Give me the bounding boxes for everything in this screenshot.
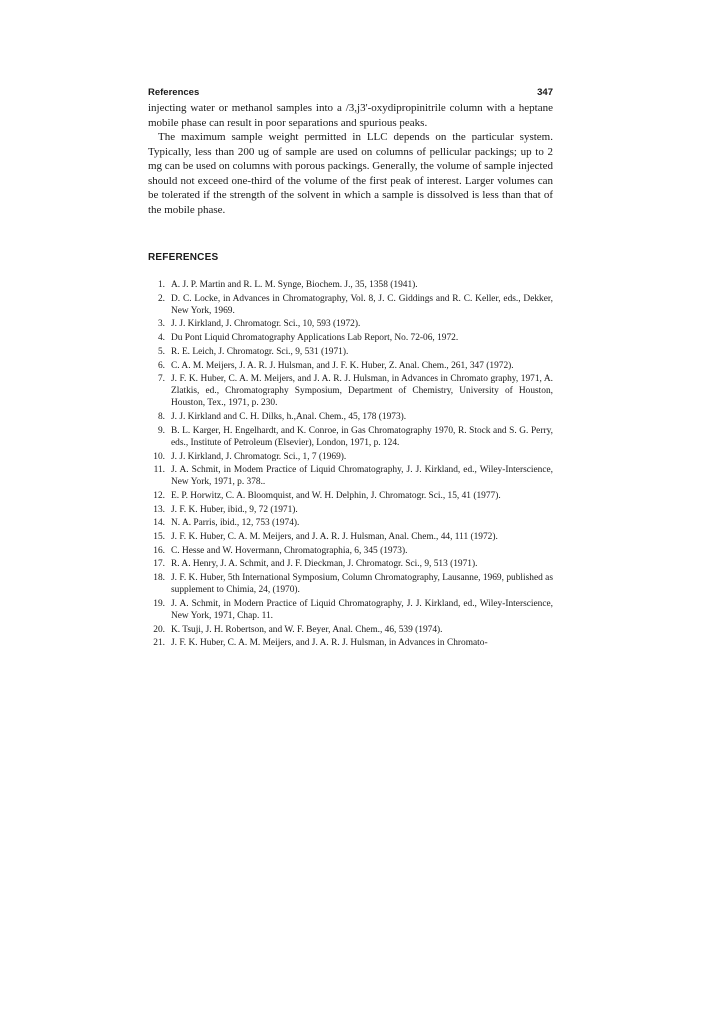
reference-number: 16. [153, 545, 165, 556]
reference-item [148, 531, 553, 543]
reference-item [148, 346, 553, 358]
reference-number: 6. [157, 360, 165, 371]
reference-item [148, 545, 553, 557]
reference-text: J. F. K. Huber, ibid., 9, 72 (1971). [171, 504, 298, 515]
reference-text: D. C. Locke, in Advances in Chromatography, Vol. 8, J. C. Giddings and R. C. Keller, eds., Dekker, New York, 1969. [171, 293, 553, 316]
reference-item [148, 318, 553, 330]
reference-number: 17. [153, 559, 165, 570]
reference-item [148, 517, 553, 529]
reference-text: J. F. K. Huber, C. A. M. Meijers, and J. A. R. J. Hulsman, in Advances in Chromato graphy, 1971, A. Zlatkis, ed., Chromatography Symposium, Department of Chemistry, University of Houston, Houston, Tex., 1971, p. 230. [171, 374, 553, 409]
reference-text: J. F. K. Huber, C. A. M. Meijers, and J. A. R. J. Hulsman, Anal. Chem., 44, 111 (1972). [171, 532, 498, 543]
reference-item [148, 490, 553, 502]
reference-text: J. J. Kirkland, J. Chromatogr. Sci., 1, 7 (1969). [171, 451, 347, 462]
reference-number: 15. [153, 532, 165, 543]
reference-item [148, 279, 553, 291]
reference-number: 21. [153, 638, 165, 649]
section-heading: REFERENCES [148, 252, 219, 263]
reference-text: Du Pont Liquid Chromatography Applications Lab Report, No. 72-06, 1972. [171, 333, 459, 344]
reference-number: 8. [157, 412, 165, 423]
reference-number: 9. [157, 425, 165, 436]
reference-item [148, 572, 553, 596]
paragraph: The maximum sample weight permitted in LLC depends on the particular system. Typically, less than 200 ug of sample are used on columns of pellicular packings; up to 2 mg can be used on columns with porous packings. Generally, the volume of sample injected should not exceed one-third of the volume of the first peak of interest. Larger volumes can be tolerated if the strength of the solvent in which a sample is dissolved is less than that of the mobile phase. [148, 131, 553, 216]
reference-number: 13. [153, 504, 165, 515]
body-text [148, 101, 553, 217]
reference-number: 18. [153, 573, 165, 584]
reference-text: J. F. K. Huber, 5th International Symposium, Column Chromatography, Lausanne, 1969, published as supplement to Chimia, 24, (1970). [171, 573, 553, 596]
reference-text: C. Hesse and W. Hovermann, Chromatographia, 6, 345 (1973). [171, 545, 408, 556]
reference-text: J. F. K. Huber, C. A. M. Meijers, and J. A. R. J. Hulsman, in Advances in Chromato- [171, 638, 488, 649]
reference-number: 19. [153, 598, 165, 609]
reference-number: 11. [153, 465, 165, 476]
reference-number: 3. [157, 319, 165, 330]
reference-text: J. J. Kirkland and C. H. Dilks, h.,Anal. Chem., 45, 178 (1973). [171, 412, 407, 423]
reference-item [148, 598, 553, 622]
reference-list [148, 279, 553, 650]
paragraph: injecting water or methanol samples into a /3,j3'-oxydipropinitrile column with a heptane mobile phase can result in poor separations and spurious peaks. [148, 102, 553, 129]
reference-item [148, 293, 553, 317]
reference-number: 14. [153, 518, 165, 529]
reference-item [148, 558, 553, 570]
reference-number: 2. [157, 293, 165, 304]
reference-item [148, 373, 553, 409]
reference-item [148, 360, 553, 372]
reference-item [148, 624, 553, 636]
reference-number: 4. [157, 333, 165, 344]
reference-text: E. P. Horwitz, C. A. Bloomquist, and W. H. Delphin, J. Chromatogr. Sci., 15, 41 (1977). [171, 491, 501, 502]
reference-number: 1. [157, 280, 165, 290]
reference-item [148, 464, 553, 488]
reference-number: 7. [157, 374, 165, 385]
reference-number: 10. [153, 451, 165, 462]
reference-text: N. A. Parris, ibid., 12, 753 (1974). [171, 518, 300, 529]
reference-item [148, 411, 553, 423]
reference-item [148, 451, 553, 463]
reference-item [148, 332, 553, 344]
reference-text: B. L. Karger, H. Engelhardt, and K. Conroe, in Gas Chromatography 1970, R. Stock and S. G. Perry, eds., Institute of Petroleum (Elsevier), London, 1971, p. 124. [171, 425, 553, 448]
reference-item [148, 637, 553, 649]
reference-text: R. A. Henry, J. A. Schmit, and J. F. Dieckman, J. Chromatogr. Sci., 9, 513 (1971). [171, 559, 478, 570]
reference-text: C. A. M. Meijers, J. A. R. J. Hulsman, and J. F. K. Huber, Z. Anal. Chem., 261, 347 (1972). [171, 360, 514, 371]
reference-number: 20. [153, 624, 165, 635]
reference-text: J. A. Schmit, in Modern Practice of Liquid Chromatography, J. J. Kirkland, ed., Wiley-Interscience, New York, 1971, Chap. 11. [171, 598, 553, 622]
document-page [148, 84, 553, 651]
reference-text: K. Tsuji, J. H. Robertson, and W. F. Beyer, Anal. Chem., 46, 539 (1974). [171, 624, 443, 635]
running-head [148, 84, 553, 101]
reference-number: 5. [157, 346, 165, 357]
reference-item [148, 504, 553, 516]
reference-text: R. E. Leich, J. Chromatogr. Sci., 9, 531 (1971). [171, 346, 349, 357]
reference-number: 12. [153, 491, 165, 502]
reference-item [148, 425, 553, 449]
running-head-title: References [148, 87, 200, 98]
page-number: 347 [537, 87, 553, 98]
reference-text: A. J. P. Martin and R. L. M. Synge, Biochem. J., 35, 1358 (1941). [171, 280, 418, 290]
reference-text: J. A. Schmit, in Modem Practice of Liquid Chromatography, J. J. Kirkland, ed., Wiley-Interscience, New York, 1971, p. 378.. [171, 465, 553, 488]
reference-text: J. J. Kirkland, J. Chromatogr. Sci., 10, 593 (1972). [171, 319, 361, 330]
